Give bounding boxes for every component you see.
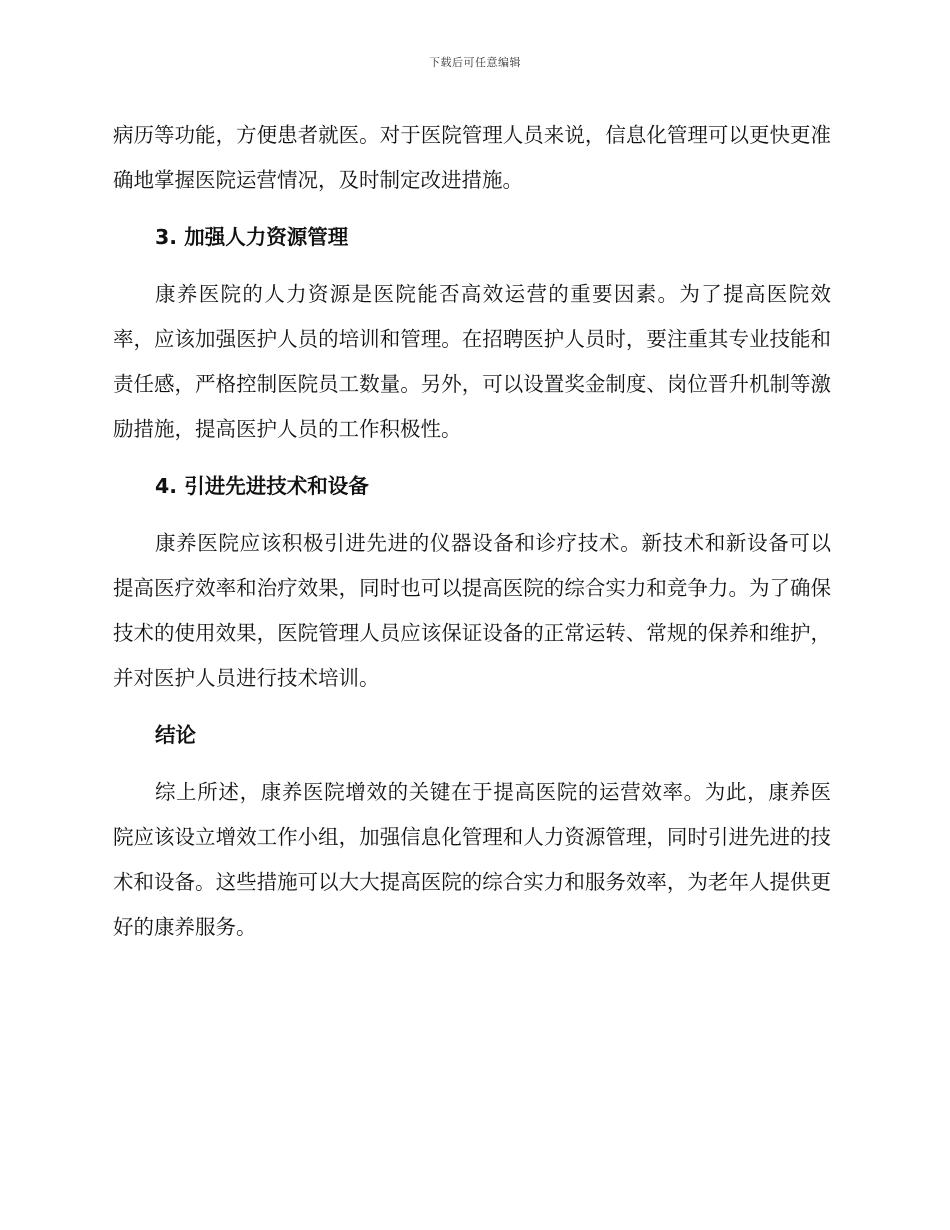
- paragraph-continued: 病历等功能，方便患者就医。对于医院管理人员来说，信息化管理可以更快更准确地掌握医院运营情况，及时制定改进措施。: [113, 123, 831, 192]
- paragraph-hr-management: 康养医院的人力资源是医院能否高效运营的重要因素。为了提高医院效率，应该加强医护人员的培训和管理。在招聘医护人员时，要注重其专业技能和责任感，严格控制医院员工数量。另外，可以设置奖金制度、岗位晋升机制等激励措施，提高医护人员的工作积极性。: [113, 282, 831, 441]
- section-heading-conclusion: 结论: [155, 723, 196, 747]
- paragraph-technology: 康养医院应该积极引进先进的仪器设备和诊疗技术。新技术和新设备可以提高医疗效率和治疗效果，同时也可以提高医院的综合实力和竞争力。为了确保技术的使用效果，医院管理人员应该保证设备的正常运转、常规的保养和维护，并对医护人员进行技术培训。: [113, 531, 831, 690]
- page-header: 下载后可任意编辑: [429, 56, 521, 69]
- section-heading-technology: 4. 引进先进技术和设备: [155, 474, 369, 498]
- document-body: [113, 113, 831, 950]
- section-heading-hr-management: 3. 加强人力资源管理: [155, 225, 349, 249]
- paragraph-conclusion: 综上所述，康养医院增效的关键在于提高医院的运营效率。为此，康养医院应该设立增效工作小组，加强信息化管理和人力资源管理，同时引进先进的技术和设备。这些措施可以大大提高医院的综合实力和服务效率，为老年人提供更好的康养服务。: [113, 780, 831, 939]
